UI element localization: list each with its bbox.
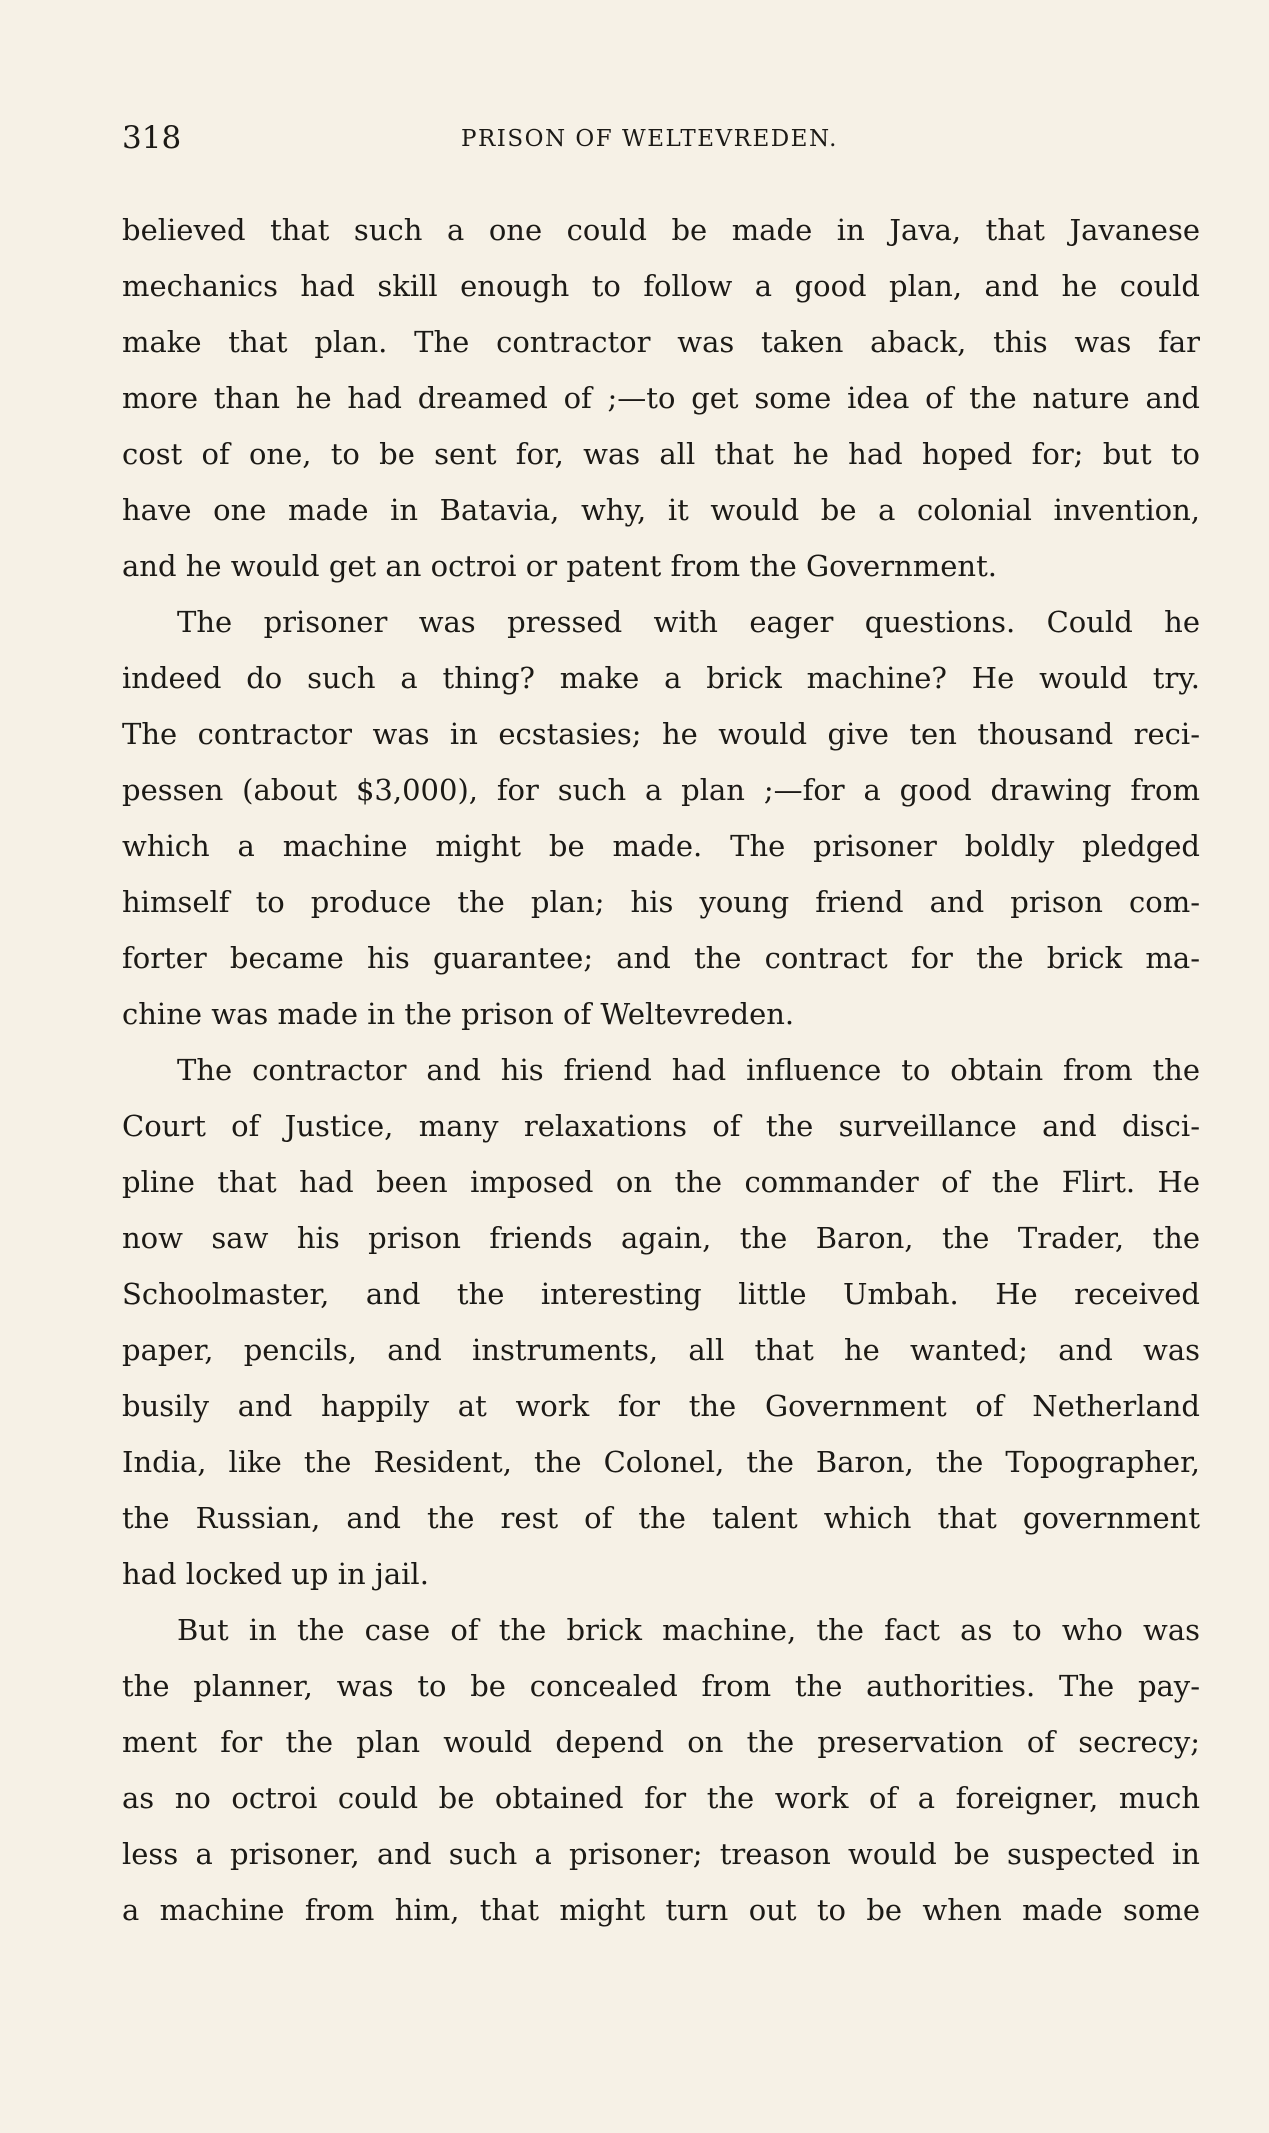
running-head (122, 118, 1200, 158)
text-line: now saw his prison friends again, the Baron, the Trader, the (122, 1221, 1200, 1255)
text-line: ment for the plan would depend on the preservation of secrecy; (122, 1725, 1200, 1759)
text-line: more than he had dreamed of ;—to get some idea of the nature and (122, 381, 1200, 415)
text-line: the planner, was to be concealed from the authorities. The pay- (122, 1669, 1200, 1703)
text-line: believed that such a one could be made in Java, that Javanese (122, 213, 1200, 247)
text-line: which a machine might be made. The prisoner boldly pledged (122, 829, 1200, 863)
text-line: But in the case of the brick machine, the fact as to who was (177, 1613, 1200, 1647)
text-line: less a prisoner, and such a prisoner; treason would be suspected in (122, 1837, 1200, 1871)
text-line: paper, pencils, and instruments, all that he wanted; and was (122, 1333, 1200, 1367)
text-line: make that plan. The contractor was taken aback, this was far (122, 325, 1200, 359)
text-line: pline that had been imposed on the commander of the Flirt. He (122, 1165, 1200, 1199)
text-line: have one made in Batavia, why, it would be a colonial invention, (122, 493, 1200, 527)
text-line: The contractor was in ecstasies; he would give ten thousand reci- (122, 717, 1200, 751)
text-line: indeed do such a thing? make a brick machine? He would try. (122, 661, 1200, 695)
text-line: pessen (about $3,000), for such a plan ;—for a good drawing from (122, 773, 1200, 807)
text-line: Court of Justice, many relaxations of the surveillance and disci- (122, 1109, 1200, 1143)
text-line: as no octroi could be obtained for the work of a foreigner, much (122, 1781, 1200, 1815)
text-line: mechanics had skill enough to follow a good plan, and he could (122, 269, 1200, 303)
text-line: a machine from him, that might turn out to be when made some (122, 1893, 1200, 1927)
text-line: cost of one, to be sent for, was all that he had hoped for; but to (122, 437, 1200, 471)
text-line: The prisoner was pressed with eager questions. Could he (177, 605, 1200, 639)
text-line: had locked up in jail. (122, 1557, 429, 1591)
text-line: forter became his guarantee; and the contract for the brick ma- (122, 941, 1200, 975)
text-line: the Russian, and the rest of the talent which that government (122, 1501, 1200, 1535)
body-text (122, 202, 1200, 1938)
text-line: and he would get an octroi or patent from the Government. (122, 549, 997, 583)
running-title: PRISON OF WELTEVREDEN. (461, 126, 838, 152)
text-line: himself to produce the plan; his young friend and prison com- (122, 885, 1200, 919)
text-line: chine was made in the prison of Weltevreden. (122, 997, 795, 1031)
text-line: The contractor and his friend had influence to obtain from the (177, 1053, 1200, 1087)
text-line: busily and happily at work for the Government of Netherland (122, 1389, 1200, 1423)
text-line: India, like the Resident, the Colonel, the Baron, the Topographer, (122, 1445, 1200, 1479)
page-number: 318 (122, 120, 182, 156)
text-line: Schoolmaster, and the interesting little Umbah. He received (122, 1277, 1200, 1311)
